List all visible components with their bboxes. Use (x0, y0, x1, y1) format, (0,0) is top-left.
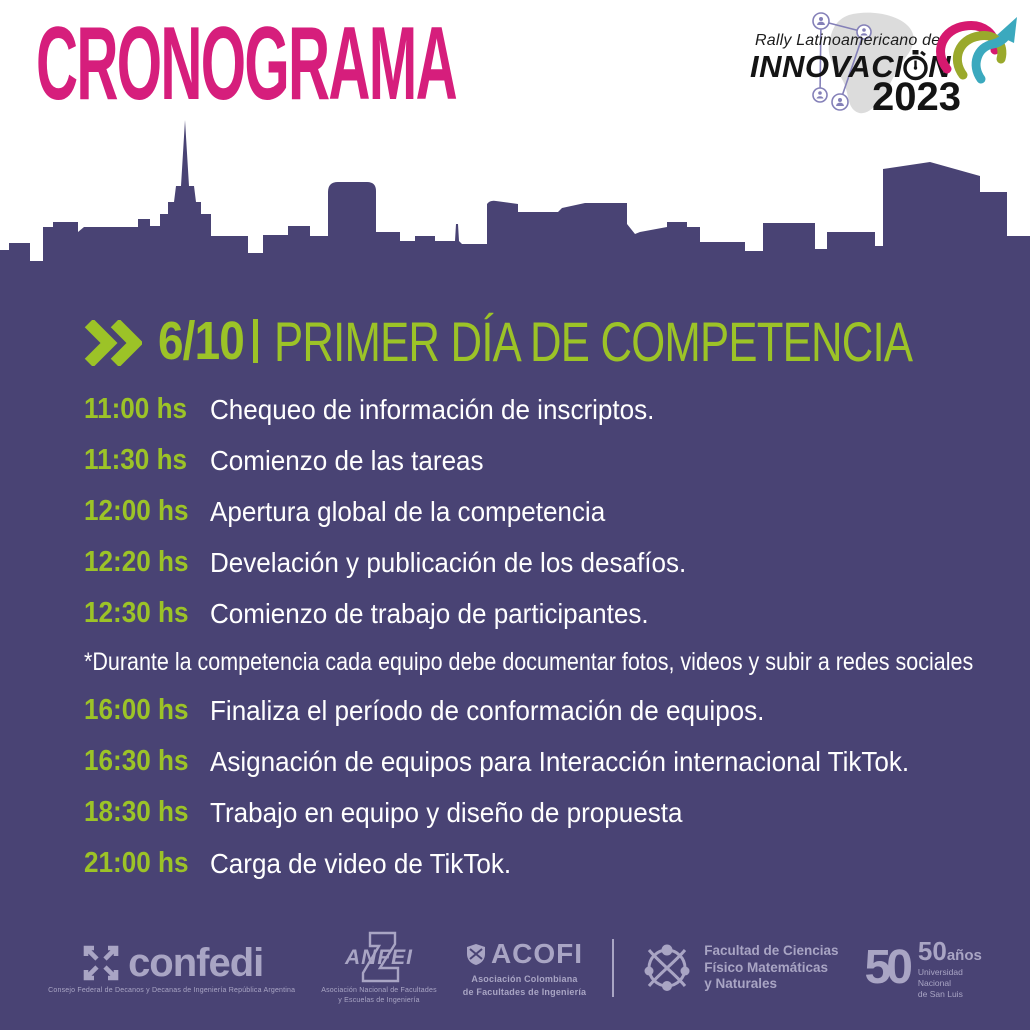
confedi-tagline: Consejo Federal de Decanos y Decanas de Ingeniería República Argentina (48, 986, 296, 994)
confedi-logo (48, 941, 295, 995)
page-title-text: CRONOGRAMA (36, 6, 456, 122)
acofi-logo (463, 938, 586, 997)
acofi-shield-icon (466, 943, 486, 966)
anfei-logo (321, 931, 437, 1005)
page-title (36, 6, 786, 122)
sponsor-logos-bar (0, 918, 1030, 1018)
schedule-row (84, 685, 1014, 736)
schedule-time: 16:00 hs (84, 694, 189, 726)
schedule-time: 11:30 hs (84, 444, 188, 476)
schedule-desc: Asignación de equipos para Interacción internacional TikTok. (210, 745, 910, 777)
anfei-tagline (321, 986, 437, 1005)
city-skyline-silhouette (0, 114, 1030, 300)
anfei-wordmark: ANFEI (345, 946, 414, 970)
rally-innovacion-logo (733, 5, 1025, 123)
schedule-list (84, 384, 1014, 889)
fcfmn-line1: Facultad de Ciencias (704, 942, 839, 958)
swirl-arrow-icon (931, 7, 1019, 93)
acofi-tagline-line2: de Facultades de Ingeniería (462, 986, 587, 997)
unsl-logo (865, 936, 982, 1000)
unsl-line1: Universidad (917, 966, 963, 977)
rally-title-part1: INNOVACI (750, 49, 904, 84)
unsl-50-icon: 50 (864, 940, 908, 994)
acofi-wordmark: ACOFI (490, 938, 584, 970)
day-title: PRIMER DÍA DE COMPETENCIA (274, 309, 913, 373)
chevrons-icon (84, 320, 142, 366)
schedule-desc: Finaliza el período de conformación de equipos. (210, 694, 765, 726)
anfei-tagline-line1: Asociación Nacional de Facultades (321, 987, 437, 995)
fcfmn-name (704, 943, 838, 994)
schedule-row (84, 787, 1014, 838)
schedule-row (84, 384, 1014, 435)
schedule-desc: Chequeo de información de inscriptos. (210, 393, 655, 425)
acofi-tagline-line1: Asociación Colombiana (471, 974, 578, 985)
schedule-desc: Trabajo en equipo y diseño de propuesta (210, 796, 683, 828)
schedule-desc: Apertura global de la competencia (210, 495, 606, 527)
confedi-icon (80, 942, 122, 984)
schedule-time: 11:00 hs (84, 393, 188, 425)
schedule-desc: Develación y publicación de los desafíos. (210, 546, 687, 578)
schedule-row (84, 486, 1014, 537)
schedule-row (84, 736, 1014, 787)
anfei-tagline-line2: y Escuelas de Ingeniería (338, 996, 420, 1004)
schedule-row (84, 838, 1014, 889)
schedule-time: 12:20 hs (84, 546, 189, 578)
schedule-row (84, 537, 1014, 588)
schedule-note-row (84, 639, 1014, 685)
footer-divider (612, 939, 614, 997)
unsl-50-text: 50 (917, 935, 947, 966)
schedule-note: *Durante la competencia cada equipo debe documentar fotos, videos y subir a redes sociales (84, 647, 974, 676)
unsl-anos-text: años (946, 946, 982, 964)
schedule-row (84, 435, 1014, 486)
unsl-line3: de San Luis (917, 989, 963, 1000)
atom-icon (640, 941, 694, 995)
confedi-wordmark: confedi (128, 940, 264, 985)
rally-logo-year: 2023 (872, 75, 961, 119)
acofi-tagline (463, 973, 586, 997)
schedule-time: 12:00 hs (84, 495, 189, 527)
schedule-time: 16:30 hs (84, 745, 189, 777)
schedule-desc: Carga de video de TikTok. (210, 847, 512, 879)
schedule-desc: Comienzo de las tareas (210, 444, 484, 476)
day-heading (84, 309, 1030, 373)
heading-separator (253, 319, 258, 363)
fcfmn-line2: Físico Matemáticas (704, 959, 829, 975)
fcfmn-line3: y Naturales (704, 976, 778, 992)
unsl-line2: Nacional (917, 977, 951, 988)
schedule-desc: Comienzo de trabajo de participantes. (210, 597, 649, 629)
schedule-time: 18:30 hs (84, 796, 189, 828)
rally-logo-tagline: Rally Latinoamericano de (755, 32, 941, 49)
schedule-time: 12:30 hs (84, 597, 189, 629)
schedule-row (84, 588, 1014, 639)
rally-title-part2: N (928, 49, 952, 84)
fcfmn-logo (640, 941, 838, 995)
schedule-time: 21:00 hs (84, 847, 189, 879)
unsl-name (918, 967, 982, 1000)
day-date: 6/10 (158, 311, 244, 371)
